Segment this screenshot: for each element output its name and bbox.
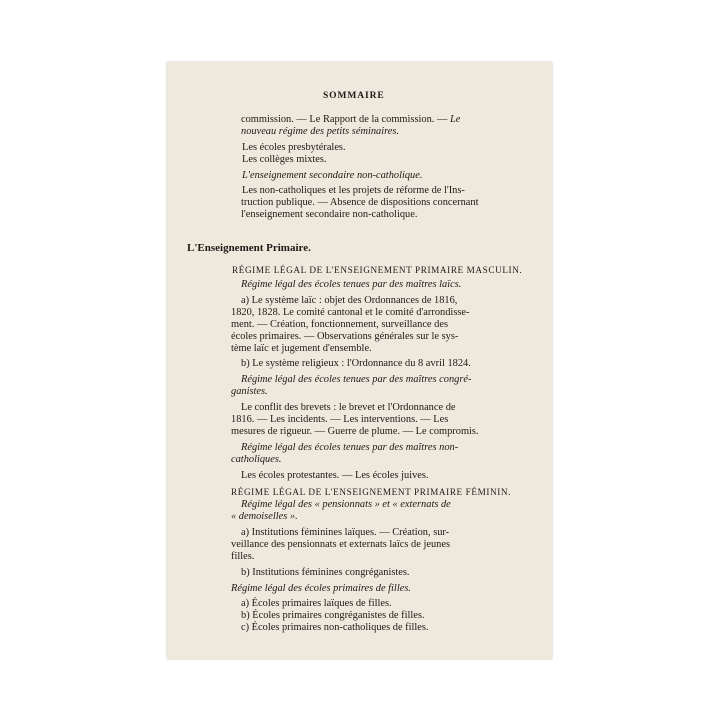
text-line xyxy=(241,114,460,126)
text-line: Le conflit des brevets : le brevet et l'Ordonnance de xyxy=(241,402,456,413)
text-line: Les collèges mixtes. xyxy=(242,154,327,165)
subsection-heading: « demoiselles ». xyxy=(231,511,298,522)
text-line: b) Institutions féminines congréganistes. xyxy=(241,567,410,578)
text-line: écoles primaires. — Observations générales sur le sys- xyxy=(231,331,459,342)
subsection-heading: Régime légal des « pensionnats » et « externats de xyxy=(241,499,451,510)
text-line: ment. — Création, fonctionnement, surveillance des xyxy=(231,319,448,330)
italic-line: nouveau régime des petits séminaires. xyxy=(241,126,400,137)
text-line: c) Écoles primaires non-catholiques de filles. xyxy=(241,622,429,633)
text-line: tème laïc et jugement d'ensemble. xyxy=(231,343,372,354)
text-line: b) Le système religieux : l'Ordonnance du 8 avril 1824. xyxy=(241,358,471,369)
text-line: Les écoles protestantes. — Les écoles juives. xyxy=(241,470,429,481)
subsection-heading: Régime légal des écoles primaires de filles. xyxy=(231,583,411,594)
subsection-heading: ganistes. xyxy=(231,386,268,397)
book-page xyxy=(167,62,552,659)
text-line: truction publique. — Absence de dispositions concernant xyxy=(241,197,479,208)
text-line: l'enseignement secondaire non-catholique. xyxy=(241,209,418,220)
chapter-heading: RÉGIME LÉGAL DE L'ENSEIGNEMENT PRIMAIRE MASCULIN. xyxy=(232,265,523,275)
text-line: a) Écoles primaires laïques de filles. xyxy=(241,598,392,609)
text-line: mesures de rigueur. — Guerre de plume. — Le compromis. xyxy=(231,426,479,437)
part-heading: L'Enseignement Primaire. xyxy=(187,242,311,254)
subsection-heading: catholiques. xyxy=(231,454,282,465)
page-title: SOMMAIRE xyxy=(323,91,385,101)
text-line: a) Le système laïc : objet des Ordonnances de 1816, xyxy=(241,295,458,306)
subsection-heading: Régime légal des écoles tenues par des maîtres laïcs. xyxy=(241,279,462,290)
subsection-heading: Régime légal des écoles tenues par des maîtres congré- xyxy=(241,374,472,385)
text-line: 1816. — Les incidents. — Les interventions. — Les xyxy=(231,414,449,425)
text-line: b) Écoles primaires congréganistes de filles. xyxy=(241,610,425,621)
italic-segment: Le xyxy=(449,114,461,125)
text-line: Les non-catholiques et les projets de réforme de l'Ins- xyxy=(242,185,465,196)
text-line: filles. xyxy=(231,551,255,562)
section-heading: L'enseignement secondaire non-catholique. xyxy=(242,170,423,181)
text-line: a) Institutions féminines laïques. — Création, sur- xyxy=(241,527,450,538)
subsection-heading: Régime légal des écoles tenues par des maîtres non- xyxy=(241,442,459,453)
text-segment: commission. — Le Rapport de la commission. — xyxy=(241,114,448,125)
text-line: Les écoles presbytérales. xyxy=(242,142,346,153)
text-line: 1820, 1828. Le comité cantonal et le comité d'arrondisse- xyxy=(231,307,470,318)
text-line: veillance des pensionnats et externats laïcs de jeunes xyxy=(231,539,450,550)
chapter-heading: RÉGIME LÉGAL DE L'ENSEIGNEMENT PRIMAIRE FÉMININ. xyxy=(231,487,512,497)
